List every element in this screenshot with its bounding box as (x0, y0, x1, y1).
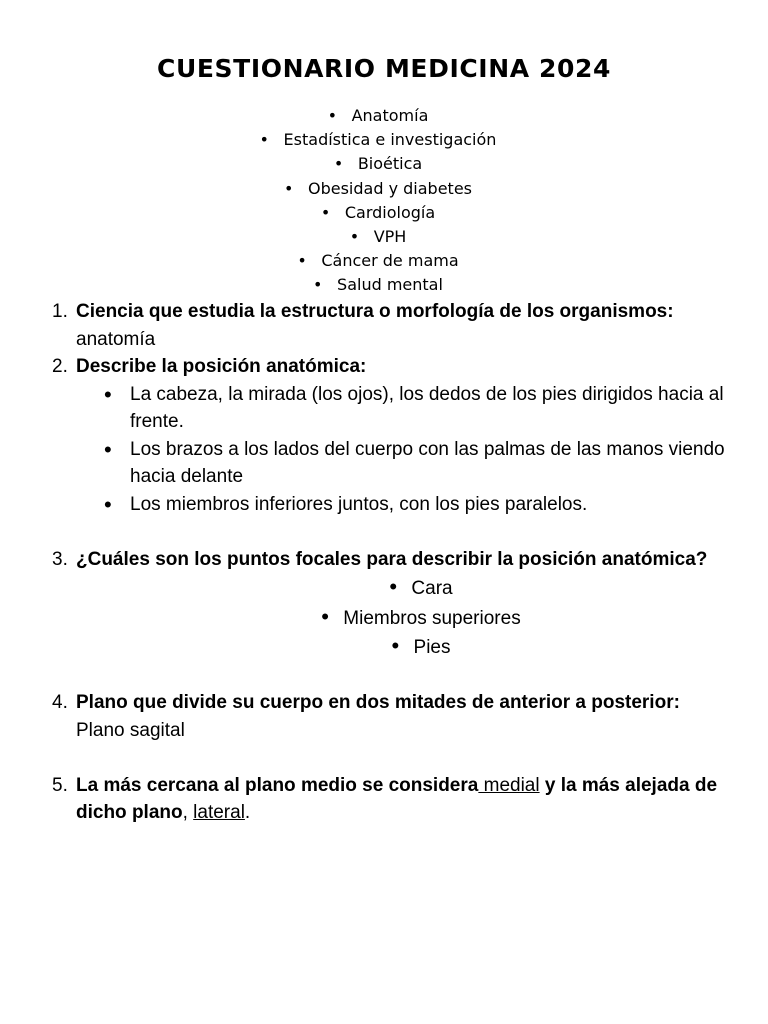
topic-item: • Obesidad y diabetes (0, 177, 768, 201)
question-list (0, 298, 768, 827)
answer-points (76, 381, 728, 519)
topic-list (0, 104, 768, 298)
question-text: ¿Cuáles son los puntos focales para describir la posición anatómica? (76, 548, 708, 570)
answer-point: • Los miembros inferiores juntos, con los pies paralelos. (76, 491, 728, 519)
question-1 (0, 298, 768, 353)
spacer (0, 518, 768, 546)
question-text: Ciencia que estudia la estructura o morfología de los organismos: (76, 301, 674, 322)
question-5 (0, 772, 768, 827)
document-title: CUESTIONARIO MEDICINA 2024 (157, 54, 611, 83)
question-answer: Plano sagital (76, 719, 185, 741)
focal-points (76, 573, 766, 662)
topic-item: • Bioética (0, 152, 768, 176)
question-number: 5. (52, 774, 68, 796)
focal-point: • Cara (76, 573, 766, 603)
question-4 (0, 689, 768, 744)
topic-item: • Cáncer de mama (0, 249, 768, 273)
question-number: 2. (52, 356, 68, 377)
topic-item: • Anatomía (0, 104, 768, 128)
topic-item: • VPH (0, 225, 768, 249)
spacer (0, 744, 768, 772)
question-number: 4. (52, 692, 68, 713)
question-number: 3. (52, 548, 68, 570)
question-2 (0, 353, 768, 518)
question-answer: anatomía (76, 328, 156, 350)
answer-lateral: lateral (193, 802, 245, 823)
answer-point: • Los brazos a los lados del cuerpo con las palmas de las manos viendo hacia delante (76, 436, 728, 491)
question-text-a: La más cercana al plano medio se considera (76, 774, 479, 796)
separator: , (182, 802, 194, 823)
question-number: 1. (52, 301, 68, 322)
end-punct: . (244, 802, 251, 823)
topic-item: • Estadística e investigación (0, 128, 768, 152)
topic-item: • Cardiología (0, 201, 768, 225)
focal-point: • Pies (76, 632, 766, 662)
topic-item: • Salud mental (0, 273, 768, 297)
question-text-b: y la más alejada de dicho plano (76, 774, 718, 823)
spacer (0, 662, 768, 690)
question-3 (0, 546, 768, 662)
focal-point: • Miembros superiores (76, 603, 766, 633)
question-text: Plano que divide su cuerpo en dos mitades de anterior a posterior: (76, 692, 680, 713)
answer-point: • La cabeza, la mirada (los ojos), los dedos de los pies dirigidos hacia al frente. (76, 381, 728, 436)
answer-medial: medial (478, 774, 540, 796)
question-text: Describe la posición anatómica: (76, 356, 367, 377)
